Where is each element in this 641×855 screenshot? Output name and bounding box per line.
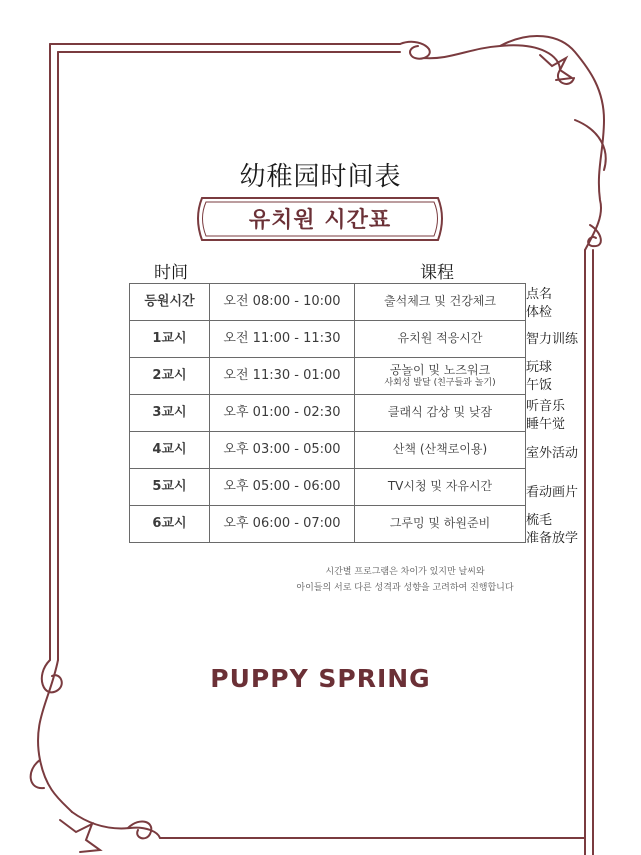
cn-note-line: 看动画片 [526, 485, 579, 500]
cn-note-line: 体检 [526, 305, 553, 320]
time-cell: 오전 11:30 - 01:00 [210, 358, 355, 395]
time-cell: 오후 03:00 - 05:00 [210, 432, 355, 469]
activity-main: 공놀이 및 노즈워크 [389, 362, 491, 377]
activity-cell: 그루밍 및 하원준비 [355, 506, 526, 543]
cn-note-1 [526, 331, 578, 349]
period-cell: 6교시 [130, 506, 210, 543]
cn-note-2 [526, 359, 552, 395]
cn-note-4 [526, 445, 578, 463]
activity-cell [355, 358, 526, 395]
time-cell: 오후 06:00 - 07:00 [210, 506, 355, 543]
activity-cell: 출석체크 및 건강체크 [355, 284, 526, 321]
cn-note-0 [526, 286, 552, 322]
period-cell: 등원시간 [130, 284, 210, 321]
table-row [130, 284, 526, 321]
cn-note-line: 室外活动 [526, 446, 579, 461]
table-row [130, 506, 526, 543]
table-row [130, 395, 526, 432]
cn-note-6 [526, 512, 578, 548]
table-row [130, 321, 526, 358]
korean-title: 유치원 시간표 [248, 207, 392, 233]
header-time: 时间 [154, 263, 188, 283]
period-cell: 1교시 [130, 321, 210, 358]
header-course: 课程 [420, 263, 454, 283]
table-row [130, 358, 526, 395]
activity-cell: 유치원 적응시간 [355, 321, 526, 358]
time-cell: 오전 08:00 - 10:00 [210, 284, 355, 321]
table-row [130, 469, 526, 506]
activity-sub: 사회성 발달 (친구들과 놀기) [384, 377, 496, 388]
period-cell: 4교시 [130, 432, 210, 469]
cn-note-line: 梳毛 [526, 513, 553, 528]
period-cell: 5교시 [130, 469, 210, 506]
brand-name: PUPPY SPRING [210, 664, 431, 693]
cn-note-line: 准备放学 [526, 531, 579, 546]
cn-note-line: 睡午觉 [526, 417, 566, 432]
cn-note-line: 玩球 [526, 360, 553, 375]
cn-note-line: 午饭 [526, 378, 553, 393]
activity-cell: TV시청 및 자유시간 [355, 469, 526, 506]
cn-note-line: 点名 [526, 287, 553, 302]
cn-note-3 [526, 398, 565, 434]
cn-note-line: 智力训练 [526, 332, 579, 347]
activity-cell: 클래식 감상 및 낮잠 [355, 395, 526, 432]
period-cell: 3교시 [130, 395, 210, 432]
time-cell: 오후 01:00 - 02:30 [210, 395, 355, 432]
footnote-line-1: 시간별 프로그램은 차이가 있지만 날씨와 [325, 567, 485, 577]
cn-note-line: 听音乐 [526, 399, 566, 414]
cn-note-5 [526, 484, 578, 502]
time-cell: 오전 11:00 - 11:30 [210, 321, 355, 358]
footnote-line-2: 아이들의 서로 다른 성격과 성향을 고려하여 진행합니다 [296, 583, 514, 593]
schedule-table [129, 283, 526, 543]
period-cell: 2교시 [130, 358, 210, 395]
activity-cell: 산책 (산책로이용) [355, 432, 526, 469]
table-row [130, 432, 526, 469]
page-title: 幼稚园时间表 [239, 162, 402, 192]
time-cell: 오후 05:00 - 06:00 [210, 469, 355, 506]
